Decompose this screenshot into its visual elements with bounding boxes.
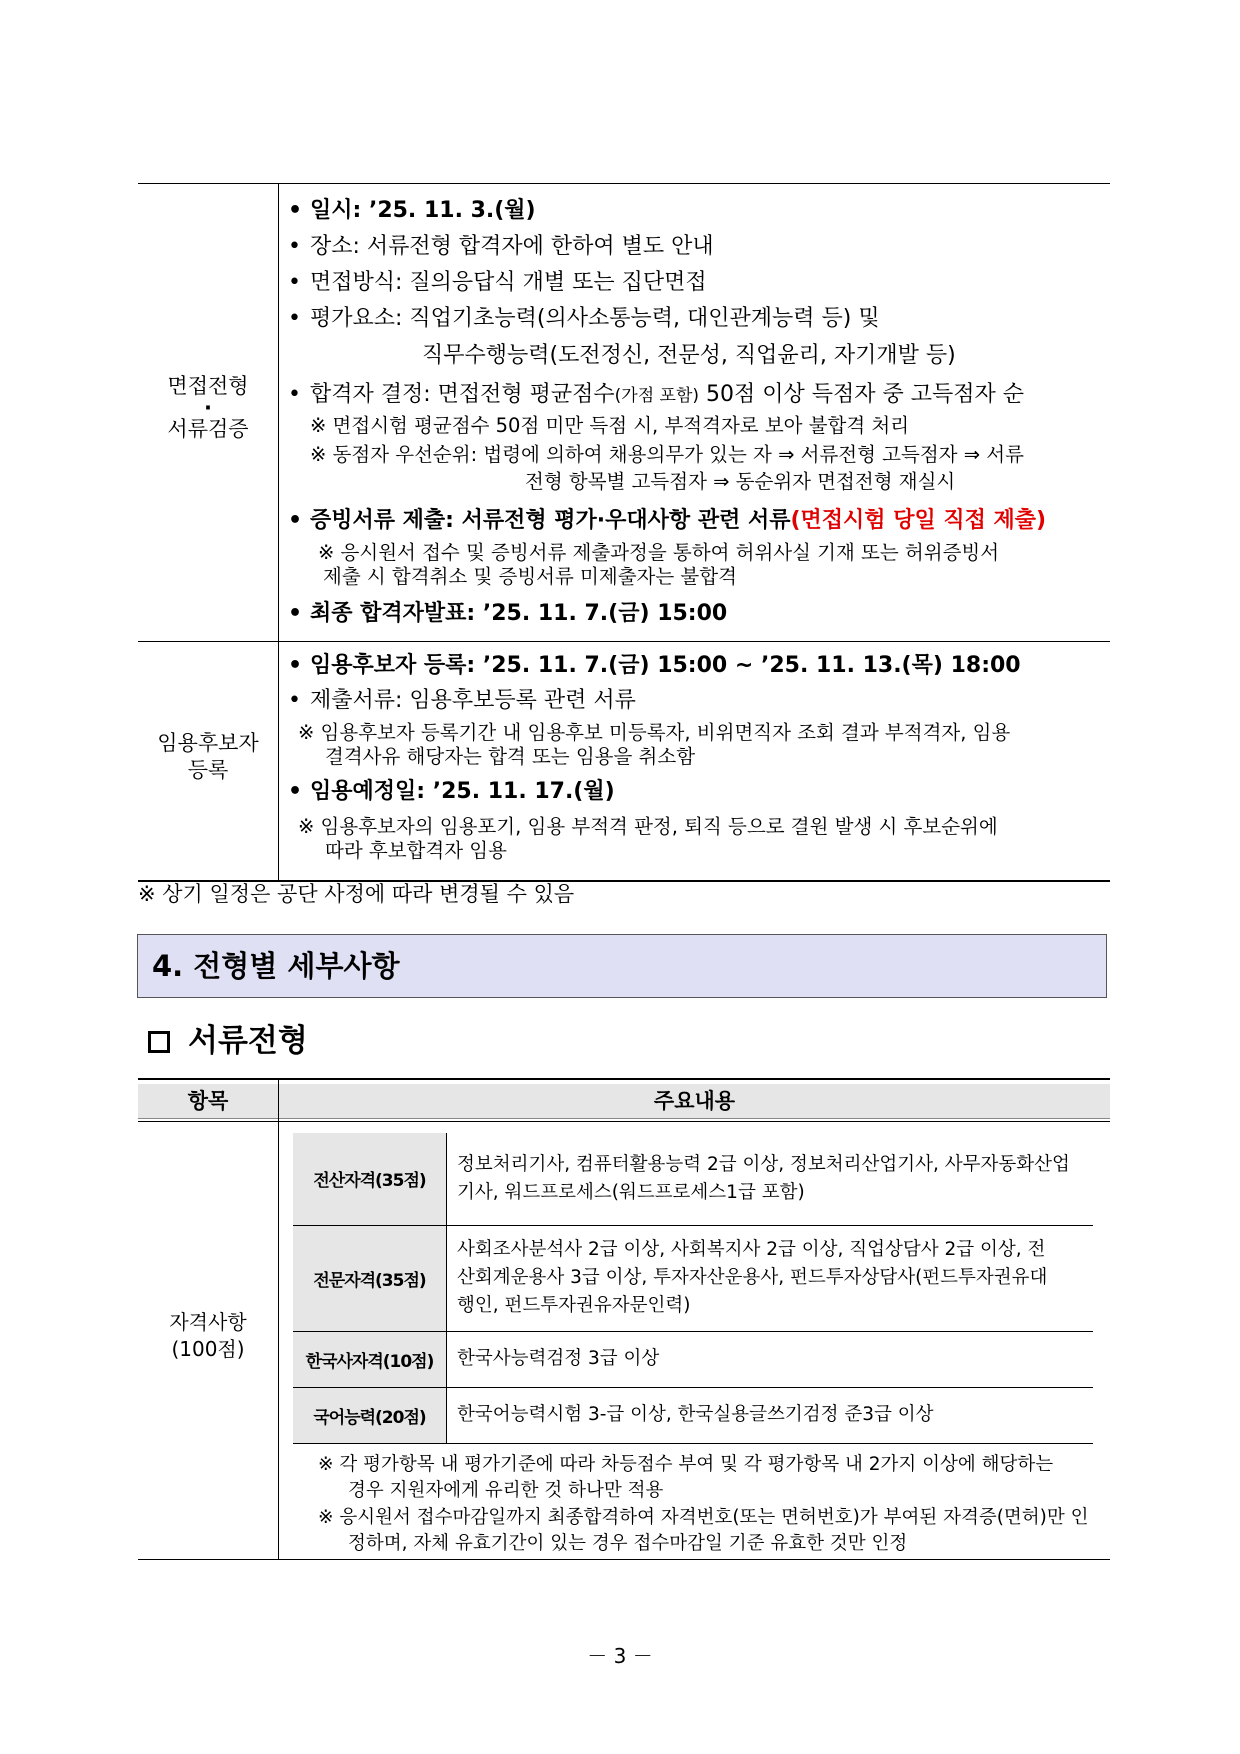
interview-date: • 일시: ’25. 11. 3.(월) [288,198,536,223]
page-number: － 3 － [587,1644,653,1668]
row-key: 전산자격(35점) [293,1133,447,1225]
registration-docs: • 제출서류: 임용후보등록 관련 서류 [288,688,636,713]
header-content: 주요내용 [279,1084,1110,1118]
interview-note-1: ※ 면접시험 평균점수 50점 미만 득점 시, 부적격자로 보아 불합격 처리 [310,414,910,437]
row-value: 한국어능력시험 3-급 이상, 한국실용글쓰기검정 준3급 이상 [457,1404,934,1426]
qualification-table [293,1133,1093,1443]
row-value: 정보처리기사, 컴퓨터활용능력 2급 이상, 정보처리산업기사, 사무자동화산업 기사, 워드프로세스(워드프로세스1급 포함) [447,1133,1094,1225]
table-row [293,1331,1093,1387]
registration-note-2-cont: 따라 후보합격자 임용 [325,839,507,862]
registration-note-1-cont: 결격사유 해당자는 합격 또는 임용을 취소함 [325,745,696,768]
row-label-registration: 임용후보자 등록 [157,731,259,782]
row-key: 한국사자격(10점) [293,1331,447,1387]
row-key: 국어능력(20점) [293,1387,447,1443]
section-title: 4. 전형별 세부사항 [152,949,400,983]
row-label-interview: 면접전형 · 서류검증 [167,374,249,441]
schedule-footnote: ※ 상기 일정은 공단 사정에 따라 변경될 수 있음 [138,882,575,906]
section-header [137,934,1107,998]
table-row [293,1133,1093,1225]
doc-table-header-line-2 [138,1121,1110,1122]
column-divider [278,183,279,881]
appointment-date: • 임용예정일: ’25. 11. 17.(월) [288,779,615,804]
doc-note-2-cont: 정하며, 자체 유효기간이 있는 경우 접수마감일 기준 유효한 것만 인정 [348,1533,908,1554]
registration-note-1: ※ 임용후보자 등록기간 내 임용후보 미등록자, 비위면직자 조회 결과 부적격자, 임용 [298,721,1011,744]
doc-note-1-cont: 경우 지원자에게 유리한 것 하나만 적용 [348,1480,664,1501]
interview-eval: • 평가요소: 직업기초능력(의사소통능력, 대인관계능력 등) 및 [288,306,880,331]
row-value: 사회조사분석사 2급 이상, 사회복지사 2급 이상, 직업상담사 2급 이상, 전 산회계운용사 3급 이상, 투자자산운용사, 펀드투자상담사(펀드투자권유대 행인, 펀드투자권유자문인력) [447,1225,1094,1331]
row-value: 한국사능력검정 3급 이상 [447,1331,1094,1387]
registration-note-2: ※ 임용후보자의 임용포기, 임용 부적격 판정, 퇴직 등으로 결원 발생 시 후보순위에 [298,815,998,838]
interview-place: • 장소: 서류전형 합격자에 한하여 별도 안내 [288,234,714,259]
interview-note-2: ※ 동점자 우선순위: 법령에 의하여 채용의무가 있는 자 ⇒ 서류전형 고득점자 ⇒ 서류 [310,443,1024,466]
interview-note-3-cont: 제출 시 합격취소 및 증빙서류 미제출자는 불합격 [323,565,737,588]
row-divider [138,641,1110,642]
category-label: 자격사항 (100점) [169,1310,247,1361]
doc-table-top-border [138,1078,1110,1080]
header-item: 항목 [138,1084,278,1118]
row-key: 전문자격(35점) [293,1225,447,1331]
interview-note-3: ※ 응시원서 접수 및 증빙서류 제출과정을 통하여 허위사실 기재 또는 허위증빙서 [318,541,1000,564]
interview-decision: • 합격자 결정: 면접전형 평균점수(가점 포함) 50점 이상 득점자 중 고득점자 순 [288,382,1025,407]
doc-note-1: ※ 각 평가항목 내 평가기준에 따라 차등점수 부여 및 각 평가항목 내 2가지 이상에 해당하는 [318,1454,1054,1475]
inner-table-bottom [293,1443,1093,1444]
subsection-title: 서류전형 [148,1022,308,1060]
table-row [293,1225,1093,1331]
doc-table-bottom-border [138,1559,1110,1560]
registration-period: • 임용후보자 등록: ’25. 11. 7.(금) 15:00 ~ ’25. 11. 13.(목) 18:00 [288,653,1021,678]
interview-note-2-cont: 전형 항목별 고득점자 ⇒ 동순위자 면접전형 재실시 [525,470,956,493]
interview-eval-cont: 직무수행능력(도전정신, 전문성, 직업윤리, 자기개발 등) [422,343,956,368]
doc-table-header-line [138,1118,1110,1119]
square-bullet-icon [148,1031,170,1053]
interview-method: • 면접방식: 질의응답식 개별 또는 집단면접 [288,270,707,295]
table-top-border [138,183,1110,184]
doc-table-column-divider [278,1078,279,1560]
interview-docs: • 증빙서류 제출: 서류전형 평가·우대사항 관련 서류(면접시험 당일 직접 제출) [288,508,1047,533]
final-announcement: • 최종 합격자발표: ’25. 11. 7.(금) 15:00 [288,601,728,626]
doc-note-2: ※ 응시원서 접수마감일까지 최종합격하여 자격번호(또는 면허번호)가 부여된 자격증(면허)만 인 [318,1507,1089,1528]
table-row [293,1387,1093,1443]
